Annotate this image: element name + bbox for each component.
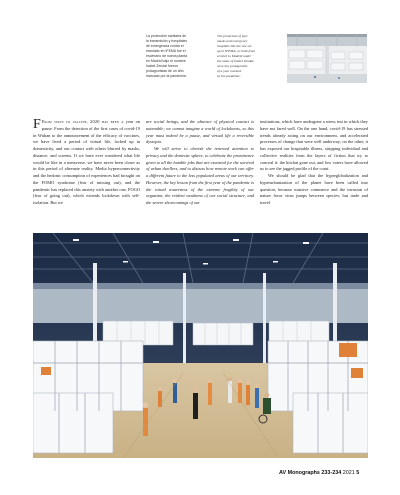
article-column-2 (146, 119, 254, 207)
article-col3-paragraph-1: institutions, which have undergone a stress test in which they have not fared well. On the one hand, covid-19 has stressed trends already acting on our environment, and accelerated processes of change that were well underway; on the other, it has exposed our hospitable illness, stripping individual and collective realities from the layers of fiction that try to conceal it: the hitchat gone out, and low voters have allowed us to see the jagged profile of the coast. (260, 119, 368, 172)
article-col2-paragraph-2: We will strive to cherish the renewed attention to privacy and the domestic sphere, to celebrate the prominence given to all the humble jobs that are essential for the survival of urban dwellers, and to discuss how remote work can offer a different future to the less populated areas of our territory. However, the key lesson from the first year of the pandemic is the raised awareness of the extreme fragility of our organism, the evident weakness of our social structure, and the severe shortcomings of our (146, 146, 254, 205)
drop-cap: F (33, 117, 41, 132)
page-footer (279, 470, 359, 476)
article-col3-paragraph-2: We should be glad that the hyperglobalization and hyperurbanization of the planet have been called into question, because massive commerce and the invasion of nature favor virus jumps between species; but trade and travel (260, 173, 368, 205)
article-lead: From virus to vaccine, 2020 has been a (41, 119, 124, 124)
footer-page-number: 5 (356, 470, 360, 476)
footer-year: 2021 (342, 470, 355, 476)
emergency-hospital-photo-small (287, 34, 367, 83)
caption-english: The protection of face masks and emergency hospitals like the one set up in IFEMA, or built from scratch in Madrid under the name of Isabel Zendal, were key protagonists of a year marked by the pandemic. (217, 34, 255, 78)
article-column-3 (260, 119, 368, 207)
caption-spanish: La protección sanitaria de la transmisión y hospitales de emergencia contra el mandato en IFEMA fue el escenario de nueva planta en Madrid bajo el nombre Isabel Zendal fueron protagonistas de un año marcado por la pandemia. (146, 34, 188, 78)
article-col2-paragraph-1: are social beings, and the absence of physical contact is untenable; we cannot imagine a world of lockdowns, so this year must indeed be a pause, and virtual life a reversible dystopia. (146, 119, 254, 145)
article-column-1 (33, 119, 140, 207)
article-col1-body: year on pause. From the detection of the first cases of covid-19 in Wuhan to the announcement of the efficacy of vaccines, we have lived a period of virtual life, locked up in domesticity, and our contact with others blurred by masks, distance, and screens. If we have ever wondered what life would be like in a metaverse, we have never been closer as in this period of alternate reality. Media hyperconnectivity and the hedonic consumption of experiences had brought on the FOMO syndrome (fear of missing out), and the pandemic has replaced this anxiety with another one, FOGO (fear of going out), which extends lockdown with self-isolation. But we (33, 119, 140, 205)
field-hospital-photo (33, 233, 368, 458)
footer-publication: AV Monographs 233-234 (279, 470, 342, 476)
